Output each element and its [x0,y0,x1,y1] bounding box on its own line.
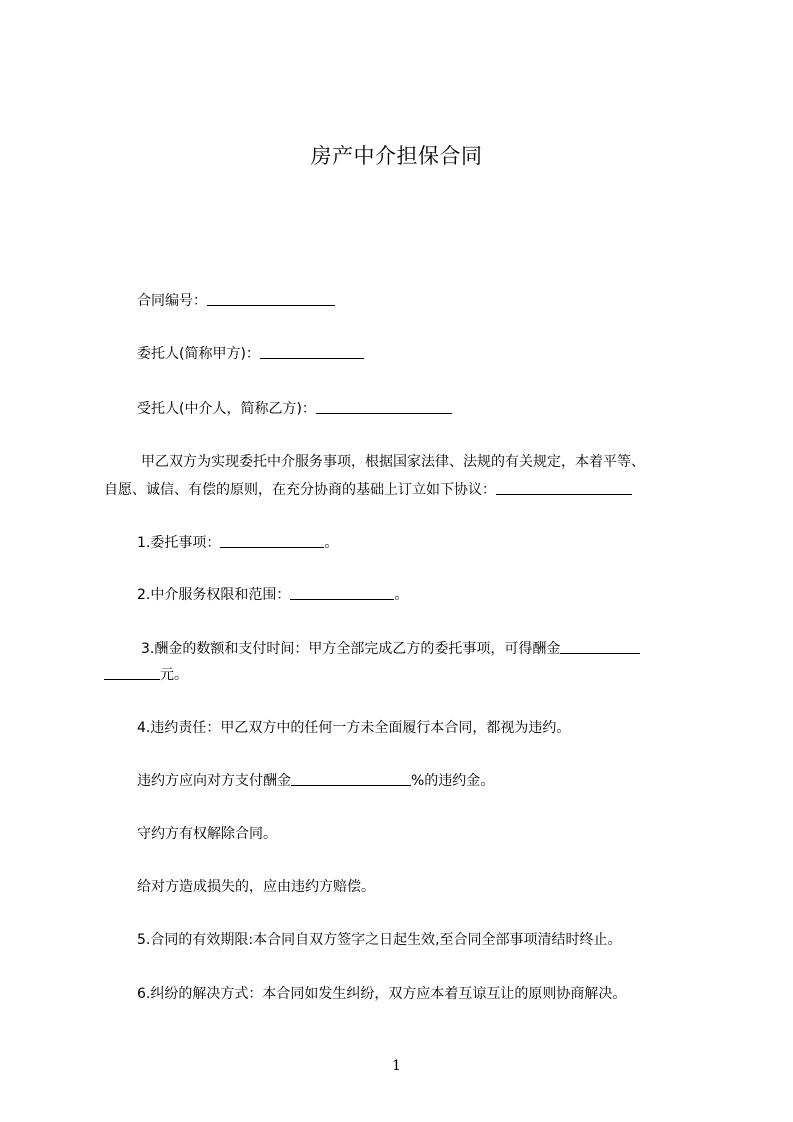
penalty-line [137,771,494,791]
page-number: 1 [392,1058,401,1074]
item-3-label: 3.酬金的数额和支付时间：甲方全部完成乙方的委托事项，可得酬金 [141,641,561,657]
rescind-line [137,824,277,844]
rescind-text: 守约方有权解除合同。 [137,826,277,842]
item-5-line [137,930,622,950]
item-3-blank-1 [560,639,640,654]
intro-line-1 [141,452,645,472]
contract-number-line [137,291,335,311]
item-3-blank-2 [104,665,160,680]
intro-line-2 [104,480,632,500]
intro-text-1: 甲乙双方为实现委托中介服务事项，根据国家法律、法规的有关规定，本着平等、 [141,454,645,470]
item-1-blank [220,533,324,548]
item-3-end: 元。 [160,667,188,683]
principal-label: 委托人(简称甲方)： [137,346,260,362]
item-1-label: 1.委托事项： [137,535,221,551]
compensate-line [137,877,375,897]
item-5-text: 5.合同的有效期限:本合同自双方签字之日起生效,至合同全部事项清结时终止。 [137,932,622,948]
agent-label: 受托人(中介人，简称乙方)： [137,401,316,417]
item-1-line [137,533,338,553]
item-2-end: 。 [394,587,409,603]
penalty-blank [291,771,411,786]
item-2-blank [290,585,394,600]
penalty-post-text: %的违约金。 [411,773,495,789]
intro-blank [496,480,632,495]
item-1-end: 。 [324,535,339,551]
intro-text-2: 自愿、诚信、有偿的原则，在充分协商的基础上订立如下协议： [104,482,496,498]
item-6-line [137,984,626,1004]
item-2-label: 2.中介服务权限和范围： [137,587,291,603]
item-2-line [137,585,408,605]
item-3-line-1 [141,639,640,659]
principal-line [137,344,364,364]
agent-line [137,399,452,419]
principal-blank [260,344,364,359]
item-4-text: 4.违约责任：甲乙双方中的任何一方未全面履行本合同，都视为违约。 [137,720,571,736]
penalty-pre-text: 违约方应向对方支付酬金 [137,773,291,789]
document-title: 房产中介担保合同 [310,144,483,168]
agent-blank [316,399,452,414]
contract-number-blank [207,291,335,306]
contract-number-label: 合同编号： [137,293,207,309]
item-3-line-2 [104,665,188,685]
compensate-text: 给对方造成损失的，应由违约方赔偿。 [137,879,375,895]
item-6-text: 6.纠纷的解决方式：本合同如发生纠纷，双方应本着互谅互让的原则协商解决。 [137,986,627,1002]
item-4-line [137,718,570,738]
